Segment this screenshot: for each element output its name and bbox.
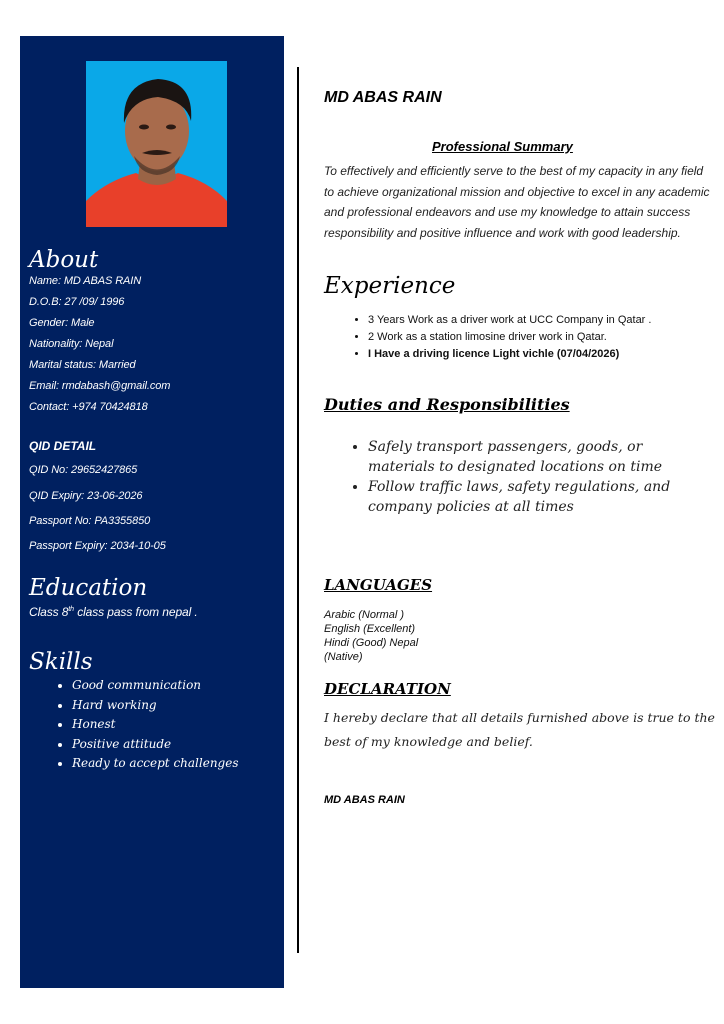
list-item: • Follow traffic laws, safety regulations, and company policies at all times (368, 477, 698, 517)
list-item: • Safely transport passengers, goods, or materials to designated locations on time (368, 437, 698, 477)
language-item: Hindi (Good) Nepal (324, 637, 419, 649)
language-item: Arabic (Normal ) (324, 609, 405, 621)
about-marital-status: Marital status: Married (29, 359, 136, 371)
declaration-text: I hereby declare that all details furnished above is true to the best of my knowledge and belief. (324, 710, 715, 749)
list-item: • Ready to accept challenges (72, 754, 239, 774)
qid-expiry: QID Expiry: 23-06-2026 (29, 490, 143, 502)
languages-heading: LANGUAGES (324, 576, 433, 594)
summary-text: To effectively and efficiently serve to the best of my capacity in any field to achieve organizational mission and objective to excel in any academic and professional endeavors and use my knowledge to attain success responsibility and positive influence and work with good leadership. (324, 164, 710, 240)
about-dob: D.O.B: 27 /09/ 1996 (29, 296, 125, 308)
qid-number: QID No: 29652427865 (29, 464, 138, 476)
education-text: Class 8th class pass from nepal . (29, 605, 198, 619)
language-item: (Native) (324, 651, 363, 663)
summary-heading: Professional Summary (432, 139, 573, 154)
list-item: • 2 Work as a station limosine driver work in Qatar. (368, 329, 668, 346)
about-contact: Contact: +974 70424818 (29, 401, 148, 413)
list-item: • Honest (72, 715, 239, 735)
education-heading: Education (29, 575, 148, 601)
about-nationality: Nationality: Nepal (29, 338, 114, 350)
list-item: • Good communication (72, 676, 239, 696)
language-item: English (Excellent) (324, 623, 416, 635)
declaration-heading: DECLARATION (324, 680, 451, 698)
candidate-name: MD ABAS RAIN (324, 89, 442, 106)
list-item: • Hard working (72, 696, 239, 716)
list-item: • Positive attitude (72, 735, 239, 755)
qid-heading: QID DETAIL (29, 439, 97, 453)
experience-heading: Experience (324, 273, 456, 299)
sidebar (20, 36, 284, 988)
list-item: • 3 Years Work as a driver work at UCC Company in Qatar . (368, 312, 668, 329)
duties-heading: Duties and Responsibilities (324, 395, 570, 414)
about-name: Name: MD ABAS RAIN (29, 275, 142, 287)
about-gender: Gender: Male (29, 317, 95, 329)
skills-list (52, 676, 239, 774)
about-heading: About (29, 247, 99, 273)
profile-photo (86, 61, 227, 227)
signature-name: MD ABAS RAIN (324, 794, 405, 806)
experience-list (346, 312, 668, 363)
skills-heading: Skills (29, 649, 93, 675)
list-item: • I Have a driving licence Light vichle (07/04/2026) (368, 346, 668, 363)
duties-list (346, 437, 698, 517)
about-email: Email: rmdabash@gmail.com (29, 380, 171, 392)
passport-number: Passport No: PA3355850 (29, 515, 151, 527)
passport-expiry: Passport Expiry: 2034-10-05 (29, 540, 166, 552)
vertical-divider (297, 67, 299, 953)
